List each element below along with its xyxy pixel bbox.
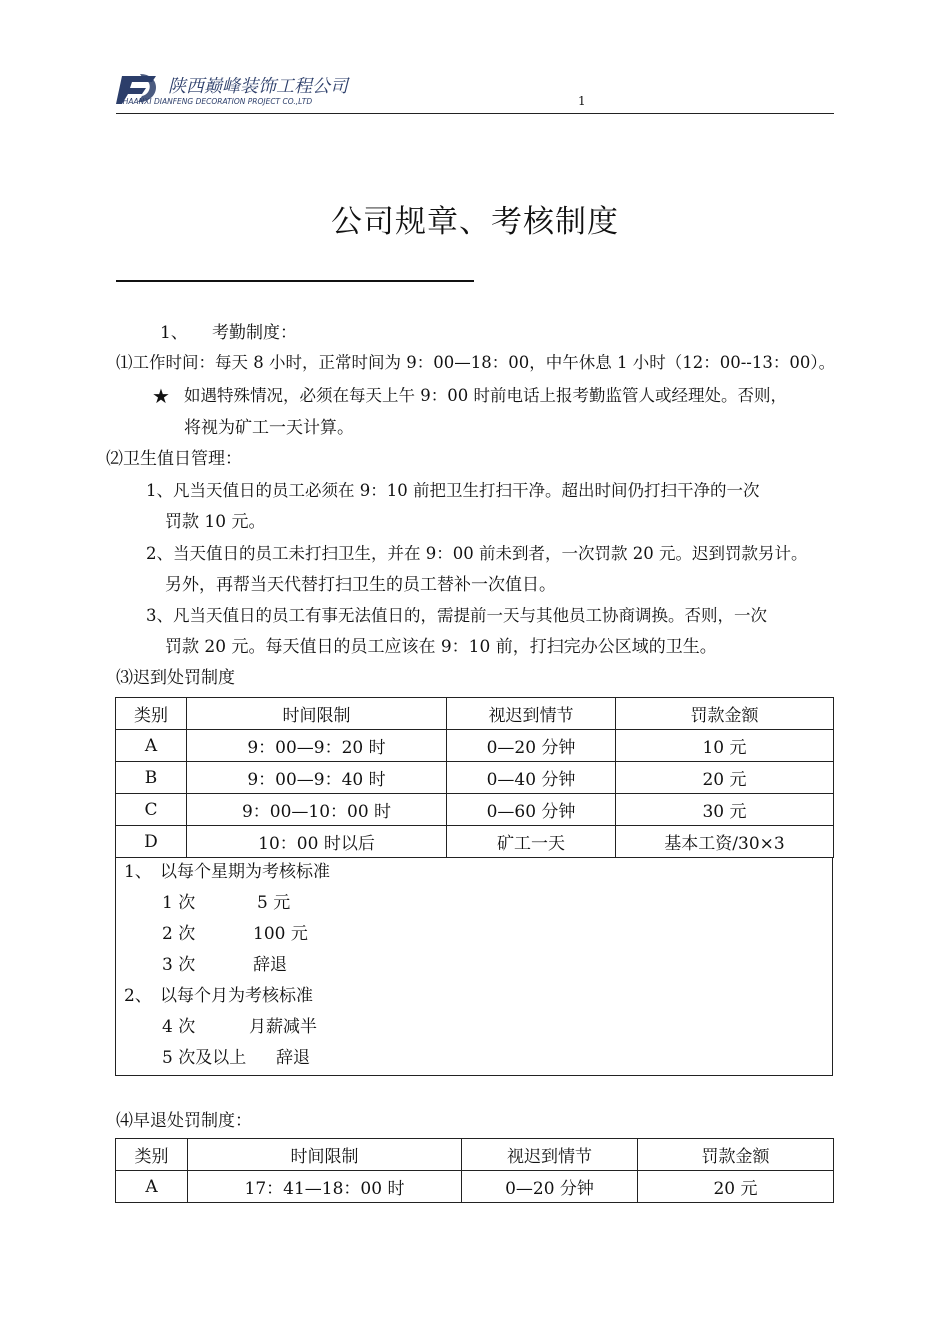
table-cell: 0—20 分钟 [462,1171,638,1203]
table-cell: D [116,826,187,858]
table-row [116,1171,834,1203]
table-cell: 10：00 时以后 [187,826,447,858]
late-penalty-heading: ⑶迟到处罚制度 [116,668,235,688]
table-cell: 0—20 分钟 [447,730,616,762]
header-cell: 类别 [116,698,187,730]
header-cell: 视迟到情节 [462,1139,638,1171]
monthly-num: 2、 [124,986,152,1006]
star-icon: ★ [152,384,170,408]
header-cell: 罚款金额 [616,698,834,730]
header-cell: 时间限制 [187,698,447,730]
monthly-standard: 以每个月为考核标准 [160,986,313,1006]
weekly-penalty: 100 元 [253,924,308,944]
weekly-count: 2 次 [162,924,196,944]
early-leave-heading: ⑷早退处罚制度： [116,1111,252,1131]
monthly-count: 5 次及以上 [162,1048,247,1068]
duty-rule-3-line2: 罚款 20 元。每天值日的员工应该在 9：10 前，打扫完办公区域的卫生。 [165,637,717,657]
company-logo [116,68,366,110]
table-row [116,794,834,826]
table-cell: 9：00—9：40 时 [187,762,447,794]
table-cell: 矿工一天 [447,826,616,858]
early-leave-table [115,1138,834,1203]
table-row [116,730,834,762]
duty-rule-2-line2: 另外，再帮当天代替打扫卫生的员工替补一次值日。 [165,575,556,595]
table-row [116,826,834,858]
weekly-count: 1 次 [162,893,196,913]
work-hours-item: ⑴工作时间：每天 8 小时，正常时间为 9：00—18：00，中午休息 1 小时（12：00--13：00）。 [116,353,836,372]
header-cell: 视迟到情节 [447,698,616,730]
special-case-line1: 如遇特殊情况，必须在每天上午 9：00 时前电话上报考勤监管人或经理处。否则， [184,386,787,405]
header-cell: 类别 [116,1139,188,1171]
table-cell: 9：00—10：00 时 [187,794,447,826]
late-penalty-table [115,697,834,858]
table-row [116,762,834,794]
table-cell: 10 元 [616,730,834,762]
table-cell: A [116,1171,188,1203]
logo-mark-icon [116,68,366,110]
table-cell: 30 元 [616,794,834,826]
table-cell: 0—60 分钟 [447,794,616,826]
duty-rule-2-line1: 2、当天值日的员工未打扫卫生，并在 9：00 前未到者，一次罚款 20 元。迟到罚款另计。 [146,544,808,563]
section-heading: 考勤制度： [212,323,297,343]
table-cell: 9：00—9：20 时 [187,730,447,762]
monthly-penalty: 月薪减半 [249,1017,317,1037]
header-cell: 罚款金额 [638,1139,834,1171]
table-cell: 基本工资/30×3 [616,826,834,858]
weekly-standard: 以每个星期为考核标准 [160,862,330,882]
weekly-num: 1、 [124,862,152,882]
table-header-row [116,698,834,730]
company-name-en: SHAANXI DIANFENG DECORATION PROJECT CO.,LTD [118,97,313,106]
weekly-penalty: 5 元 [257,893,291,913]
monthly-penalty: 辞退 [276,1048,310,1068]
table-cell: B [116,762,187,794]
duty-rule-1-line1: 1、凡当天值日的员工必须在 9：10 前把卫生打扫干净。超出时间仍打扫干净的一次 [146,481,760,500]
duty-rule-3-line1: 3、凡当天值日的员工有事无法值日的，需提前一天与其他员工协商调换。否则，一次 [146,606,767,625]
title-underline [116,280,474,282]
duty-rule-1-line2: 罚款 10 元。 [165,512,266,532]
table-cell: 20 元 [638,1171,834,1203]
weekly-count: 3 次 [162,955,196,975]
table-cell: 0—40 分钟 [447,762,616,794]
late-penalty-notes [115,858,833,1076]
header-divider [116,113,834,114]
table-cell: C [116,794,187,826]
weekly-penalty: 辞退 [253,955,287,975]
special-case-line2: 将视为矿工一天计算。 [184,418,354,438]
table-header-row [116,1139,834,1171]
company-name-cn: 陕西巅峰装饰工程公司 [168,76,348,97]
hygiene-duty-heading: ⑵卫生值日管理： [106,449,242,469]
table-cell: A [116,730,187,762]
document-title: 公司规章、考核制度 [331,204,619,240]
table-cell: 20 元 [616,762,834,794]
table-cell: 17：41—18：00 时 [188,1171,462,1203]
header-cell: 时间限制 [188,1139,462,1171]
section-number: 1、 [160,323,188,343]
page-number: 1 [578,94,586,108]
monthly-count: 4 次 [162,1017,196,1037]
